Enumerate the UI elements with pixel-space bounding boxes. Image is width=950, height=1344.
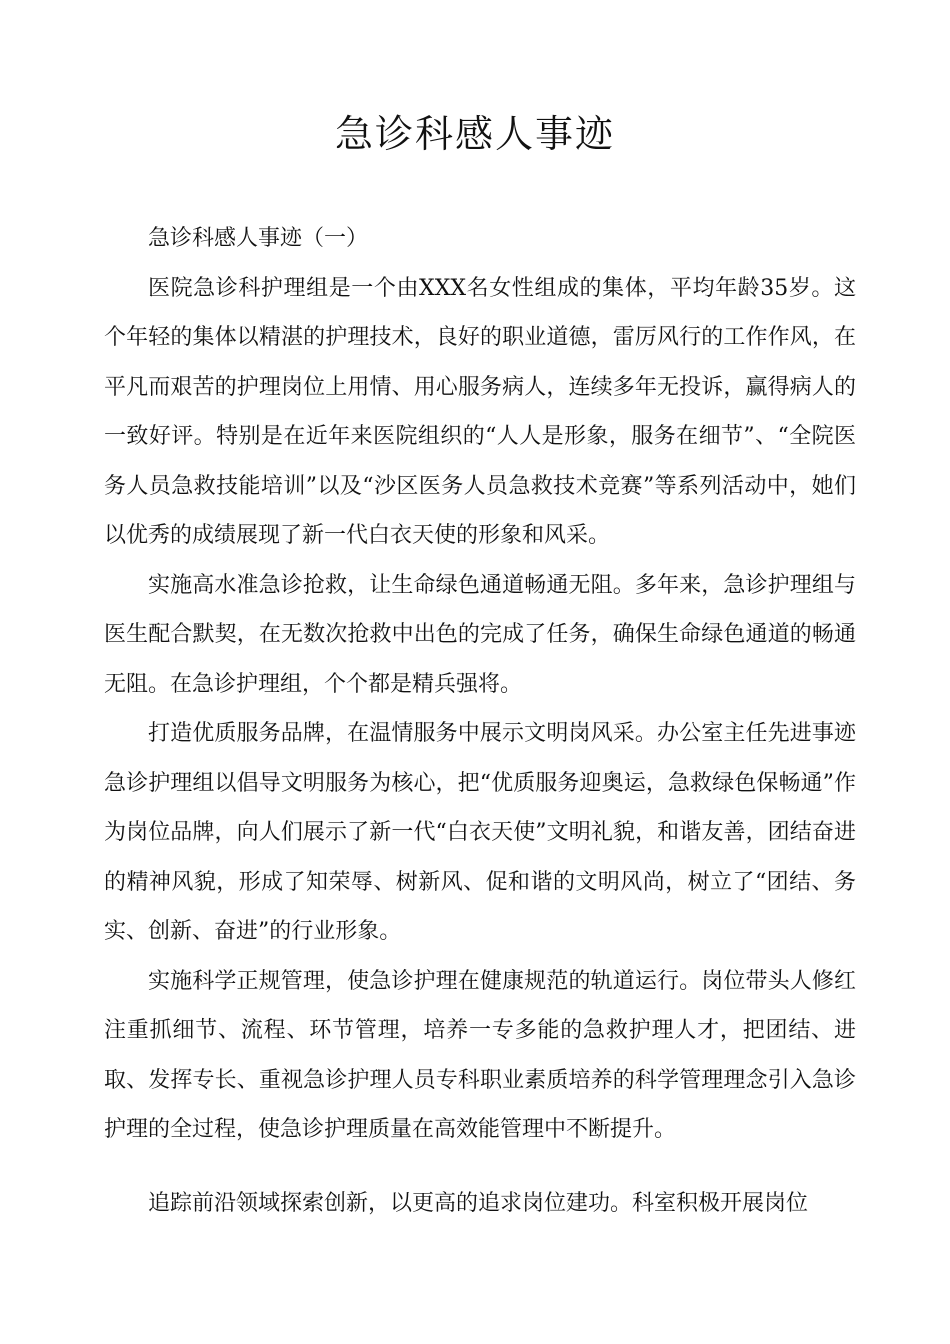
paragraph-3: 打造优质服务品牌，在温情服务中展示文明岗风采。办公室主任先进事迹急诊护理组以倡导文明服务为核心，把“优质服务迎奥运，急救绿色保畅通”作为岗位品牌，向人们展示了新一代“白衣天使”文明礼貌，和谐友善，团结奋进的精神风貌，形成了知荣辱、树新风、促和谐的文明风尚，树立了“团结、务实、创新、奋进”的行业形象。 [104, 721, 856, 944]
paragraph-5: 追踪前沿领域探索创新，以更高的追求岗位建功。科室积极开展岗位 [148, 1190, 809, 1216]
section-subtitle: 急诊科感人事迹（一） [148, 226, 369, 251]
paragraph-1: 医院急诊科护理组是一个由XXX名女性组成的集体，平均年龄35岁。这个年轻的集体以精湛的护理技术，良好的职业道德，雷厉风行的工作作风，在平凡而艰苦的护理岗位上用情、用心服务病人，连续多年无投诉，赢得病人的一致好评。特别是在近年来医院组织的“人人是形象，服务在细节”、“全院医务人员急救技能培训”以及“沙区医务人员急救技术竞赛”等系列活动中，她们以优秀的成绩展现了新一代白衣天使的形象和风采。 [104, 275, 856, 548]
document-body [104, 214, 856, 1228]
paragraph-2: 实施高水准急诊抢救，让生命绿色通道畅通无阻。多年来，急诊护理组与医生配合默契，在无数次抢救中出色的完成了任务，确保生命绿色通道的畅通无阻。在急诊护理组，个个都是精兵强将。 [104, 572, 856, 697]
document-title: 急诊科感人事迹 [334, 112, 615, 156]
paragraph-4: 实施科学正规管理，使急诊护理在健康规范的轨道运行。岗位带头人修红注重抓细节、流程、环节管理，培养一专多能的急救护理人才，把团结、进取、发挥专长、重视急诊护理人员专科职业素质培养的科学管理理念引入急诊护理的全过程，使急诊护理质量在高效能管理中不断提升。 [104, 968, 856, 1142]
